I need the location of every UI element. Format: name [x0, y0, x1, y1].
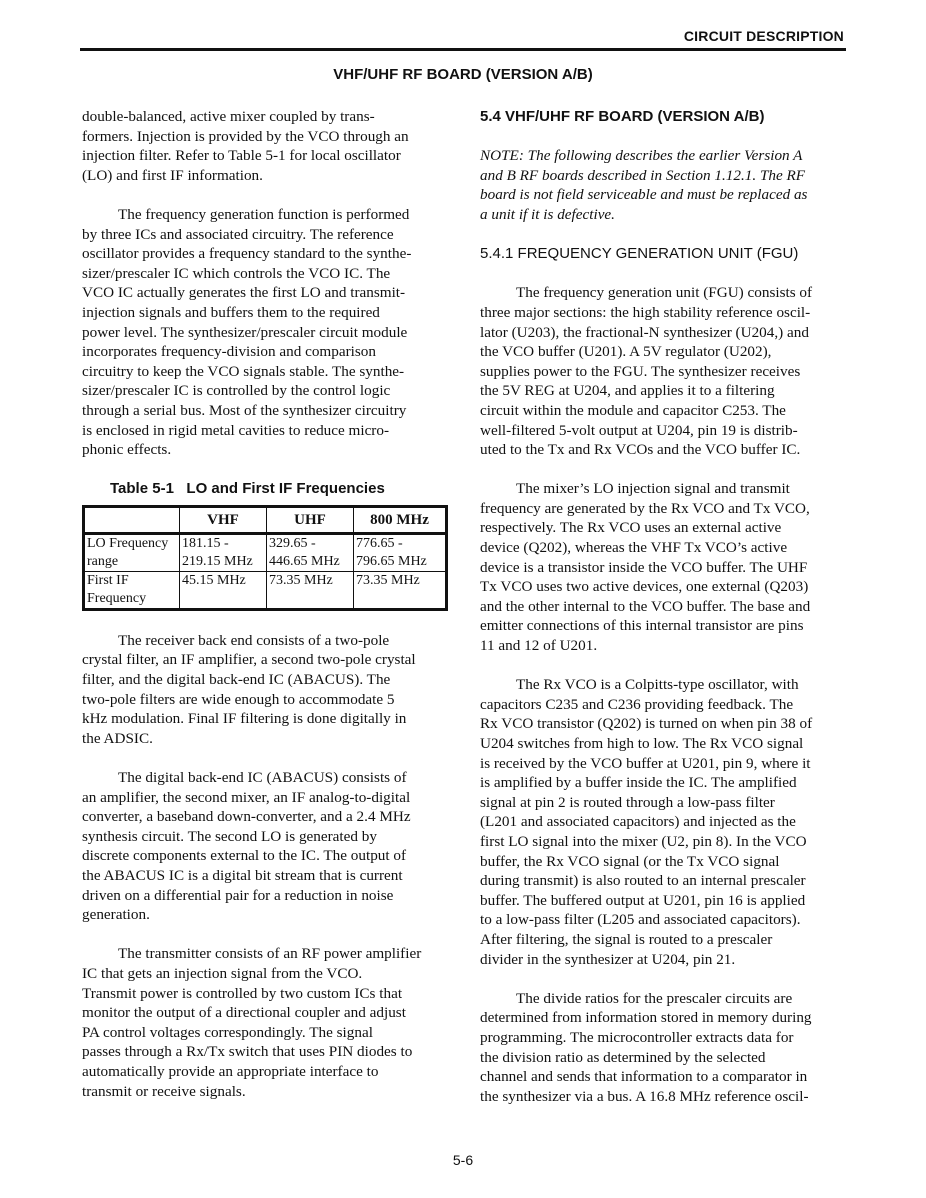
left-paragraph-5: The transmitter consists of an RF power amplifier IC that gets an injection signal from the VCO. Transmit power is controlled by two custom ICs that monitor the output of a directional coupler and adjust PA control voltages correspondingly. The signal passes through a Rx/Tx switch that uses PIN diodes to automatically provide an appropriate interface to transmit or receive signals.: [82, 945, 422, 1100]
table-row: [84, 572, 447, 610]
table-cell: 329.65 - 446.65 MHz: [267, 534, 354, 572]
table-header-row: [84, 507, 447, 534]
header-rule: [80, 48, 846, 51]
table-cell: 73.35 MHz: [354, 572, 447, 610]
table-cell: First IF Frequency: [84, 572, 180, 610]
left-paragraph-4: The digital back-end IC (ABACUS) consists of an amplifier, the second mixer, an IF analog-to-digital converter, a baseband down-converter, and a 2.4 MHz synthesis circuit. The second LO is generated by discrete components external to the IC. The output of the ABACUS IC is a digital bit stream that is current driven on a differential pair for a reduction in noise generation.: [82, 769, 411, 924]
table-header-uhf: UHF: [267, 507, 354, 534]
table-cell: 73.35 MHz: [267, 572, 354, 610]
section-heading: 5.4 VHF/UHF RF BOARD (VERSION A/B): [480, 108, 765, 125]
table-cell: LO Frequency range: [84, 534, 180, 572]
page-number: 5-6: [452, 1152, 474, 1168]
table-cell: 45.15 MHz: [180, 572, 267, 610]
left-paragraph-2: The frequency generation function is performed by three ICs and associated circuitry. The reference oscillator provides a frequency standard to the synthe- sizer/prescaler IC which controls the VCO IC. The VCO IC actually generates the first LO and transmit- injection signals and buffers them to the required power level. The synthesizer/prescaler circuit module incorporates frequency-division and comparison circuitry to keep the VCO signals stable. The synthe- sizer/prescaler IC is controlled by the control logic through a serial bus. Most of the synthesizer circuitry is enclosed in rigid metal cavities to reduce micro- phonic effects.: [82, 205, 412, 459]
table-caption: Table 5-1 LO and First IF Frequencies: [110, 480, 385, 498]
left-paragraph-3: The receiver back end consists of a two-pole crystal filter, an IF amplifier, a second two-pole crystal filter, and the digital back-end IC (ABACUS). The two-pole filters are wide enough to accommodate 5 kHz modulation. Final IF filtering is done digitally in the ADSIC.: [82, 631, 416, 747]
table-cell: 776.65 - 796.65 MHz: [354, 534, 447, 572]
table-row: [84, 534, 447, 572]
right-paragraph-4: The divide ratios for the prescaler circuits are determined from information stored in memory during programming. The microcontroller extracts data for the division ratio as determined by the selected channel and sends that information to a comparator in the synthesizer via a bus. A 16.8 MHz reference oscil-: [480, 989, 812, 1105]
table-header-vhf: VHF: [180, 507, 267, 534]
right-column: [480, 107, 842, 1126]
table-header-800mhz: 800 MHz: [354, 507, 447, 534]
note-text: NOTE: The following describes the earlier Version A and B RF boards described in Section 1.12.1. The RF board is not field serviceable and must be replaced as a unit if it is defective.: [480, 147, 808, 223]
lo-frequency-table: [82, 505, 448, 611]
right-paragraph-1: The frequency generation unit (FGU) consists of three major sections: the high stability reference oscil- lator (U203), the fractional-N synthesizer (U204,) and the VCO buffer (U201). A 5V regulator (U202), supplies power to the FGU. The synthesizer receives the 5V REG at U204, and applies it to a filtering circuit within the module and capacitor C253. The well-filtered 5-volt output at U204, pin 19 is distrib- uted to the Tx and Rx VCOs and the VCO buffer IC.: [480, 284, 813, 459]
left-column: [82, 107, 442, 1121]
right-paragraph-2: The mixer’s LO injection signal and transmit frequency are generated by the Rx VCO and Tx VCO, respectively. The Rx VCO uses an external active device (Q202), whereas the VHF Tx VCO’s active device is a transistor inside the VCO buffer. The UHF Tx VCO uses two active devices, one external (Q203) and the other internal to the VCO buffer. The base and emitter connections of this internal transistor are pins 11 and 12 of U201.: [480, 480, 811, 655]
left-paragraph-1: double-balanced, active mixer coupled by trans- formers. Injection is provided by the VCO through an injection filter. Refer to Table 5-1 for local oscillator (LO) and first IF information.: [82, 108, 409, 184]
right-paragraph-3: The Rx VCO is a Colpitts-type oscillator, with capacitors C235 and C236 providing feedback. The Rx VCO transistor (Q202) is turned on when pin 38 of U204 switches from high to low. The Rx VCO signal is received by the VCO buffer at U201, pin 9, where it is amplified by a buffer inside the IC. The amplified signal at pin 2 is routed through a low-pass filter (L201 and associated capacitors) and injected as the first LO signal into the mixer (U2, pin 8). In the VCO buffer, the Rx VCO signal (or the Tx VCO signal during transmit) is also routed to an internal prescaler buffer. The buffered output at U201, pin 16 is applied to a low-pass filter (L205 and associated capacitors). After filtering, the signal is routed to a prescaler divider in the synthesizer at U204, pin 21.: [480, 676, 813, 968]
table-cell: 181.15 - 219.15 MHz: [180, 534, 267, 572]
page-title: VHF/UHF RF BOARD (VERSION A/B): [333, 66, 593, 83]
table-header-blank: [84, 507, 180, 534]
running-header-section: CIRCUIT DESCRIPTION: [683, 28, 844, 44]
subsection-heading: 5.4.1 FREQUENCY GENERATION UNIT (FGU): [480, 245, 799, 263]
